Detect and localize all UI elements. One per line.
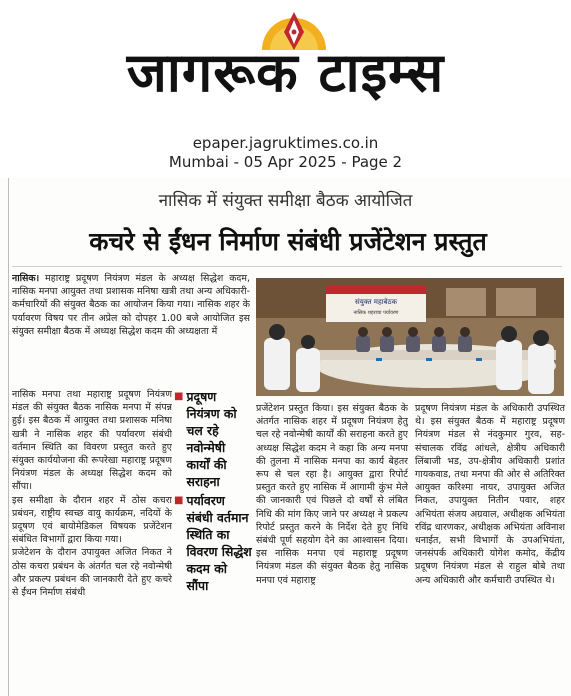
pull-quote-text: प्रदूषण नियंत्रण को चल रहे नवोन्मेषी कार्यों की सराहना [186, 389, 237, 489]
meeting-photo [256, 278, 564, 396]
epaper-url[interactable]: epaper.jagruktimes.co.in [192, 134, 379, 152]
article-dateline: नासिक। [12, 273, 40, 284]
headline-divider [12, 266, 562, 267]
square-bullet-icon: ■ [174, 391, 184, 402]
article-body-column-1-top [12, 272, 250, 388]
newspaper-logo: जागरूक टाइम्स [126, 41, 445, 104]
body-paragraph: नासिक मनपा तथा महाराष्ट्र प्रदूषण नियंत्रण मंडल की संयुक्त बैठक नासिक मनपा में संपन्न हुई। इस बैठक में आयुक्त तथा प्रशासक मनिषा खत्री ने नासिक शहर की पर्यावरण संबंधी वर्तमान स्थिति का विवरण प्रस्तुत करते हुए संयुक्त कार्ययोजना की रूपरेखा महाराष्ट्र प्रदूषण नियंत्रण मंडल के अध्यक्ष सिद्धेश कदम को सौंपा। [12, 389, 172, 493]
body-text: महाराष्ट्र प्रदूषण नियंत्रण मंडल के अध्यक्ष सिद्धेश कदम, नासिक मनपा आयुक्त तथा प्रशासक मनिषा खत्री तथा अन्य अधिकारी-कर्मचारियों की संयुक्त बैठक का आयोजन किया गया। नासिक शहर के पर्यावरण विषय पर तीन अप्रेल को दोपहर 1.00 बजे आयोजित इस संयुक्त समीक्षा बैठक में अध्यक्ष सिद्धेश कदम की अध्यक्षता में [12, 273, 250, 337]
photo-banner-subtitle: नासिक शहराचा पर्यावरण [353, 310, 399, 316]
article-kicker: नासिक में संयुक्त समीक्षा बैठक आयोजित [158, 191, 413, 211]
article-headline: कचरे से ईंधन निर्माण संबंधी प्रजेंटेशन प्रस्तुत [89, 227, 487, 256]
article-body-column-2 [256, 402, 408, 696]
article-body-column-3 [415, 402, 565, 696]
photo-banner-title: संयुक्त महाबेठक [355, 298, 397, 306]
meeting-photo-illustration [256, 278, 564, 396]
column-divider [8, 178, 9, 696]
body-paragraph: इस समीक्षा के दौरान शहर में ठोस कचरा प्रबंधन, राष्ट्रीय स्वच्छ वायु कार्यक्रम, नदियों के प्रदूषण एवं बायोमेडिकल विषयक प्रजेंटेशन संबंधित विभागों द्वारा किया गया। [12, 494, 172, 546]
pull-quote-item [174, 388, 252, 490]
body-paragraph [12, 272, 250, 338]
pull-quote-item [174, 492, 252, 594]
pull-quote-text: पर्यावरण संबंधी वर्तमान स्थिति का विवरण सिद्धेश कदम को सौंपा [186, 493, 252, 593]
edition-date-page: Mumbai - 05 Apr 2025 - Page 2 [168, 153, 403, 171]
body-paragraph: प्रजेंटेशन प्रस्तुत किया। इस संयुक्त बैठक के अंतर्गत नासिक शहर में प्रदूषण नियंत्रण हेतु चल रहे नवोन्मेषी कार्यों की सराहना करते हुए अध्यक्ष सिद्धेश कदम ने कहा कि अन्य मनपा की तुलना में नासिक मनपा का कार्य बेहतर रूप से चल रहा है। आयुक्त द्वारा रिपोर्ट प्रस्तुत करते हुए नासिक में आगामी कुंभ मेले की जानकारी एवं पिछले दो वर्षों से लंबित निधि की मांग किए जाने पर अध्यक्ष ने प्रकल्प रिपोर्ट प्रस्तुत करने के निर्देश देते हुए निधि संबंधी पूर्ण सहयोग देने का आश्वासन दिया। इस नासिक मनपा एवं महाराष्ट्र प्रदूषण नियंत्रण मंडल की संयुक्त बैठक हेतु नासिक मनपा एवं महाराष्ट्र [256, 403, 408, 586]
body-paragraph: प्रजेटेशन के दौरान उपायुक्त अजित निकत ने ठोस कचरा प्रबंधन के अंतर्गत चल रहे नवोन्मेषी और प्रकल्प प्रबंधन की जानकारी देते हुए कचरे से ईंधन निर्माण संबंधी [12, 547, 172, 599]
pull-quote-box [174, 388, 252, 636]
body-paragraph: प्रदूषण नियंत्रण मंडल के अधिकारी उपस्थित थे। इस संयुक्त बैठक में महाराष्ट्र प्रदूषण नियंत्रण मंडल से नंदकुमार गुरव, सह-संचालक रविंद्र आंधले, क्षेत्रीय अधिकारी लिंबाजी भड, उप-क्षेत्रीय अधिकारी प्रशांत गायकवाड, तथा मनपा की ओर से अतिरिक्त आयुक्त करिश्मा नायर, उपायुक्त अजित निकत, उपायुक्त नितीन पवार, शहर अभियंता संजय अग्रवाल, अधीक्षक अभियंता रविंद्र धारणकर, अधीक्षक अभियंता अविनाश धनाईत, सभी विभागों के उपअभियंता, जनसंपर्क अधिकारी योगेश कमोद, केंद्रीय प्रदूषण नियंत्रण मंडल से राहुल बोबे तथा अन्य अधिकारी और कर्मचारी उपस्थित थे। [415, 403, 565, 586]
square-bullet-icon: ■ [174, 495, 184, 506]
article-body-column-1 [12, 388, 172, 696]
masthead [0, 0, 571, 178]
news-article [0, 178, 571, 696]
